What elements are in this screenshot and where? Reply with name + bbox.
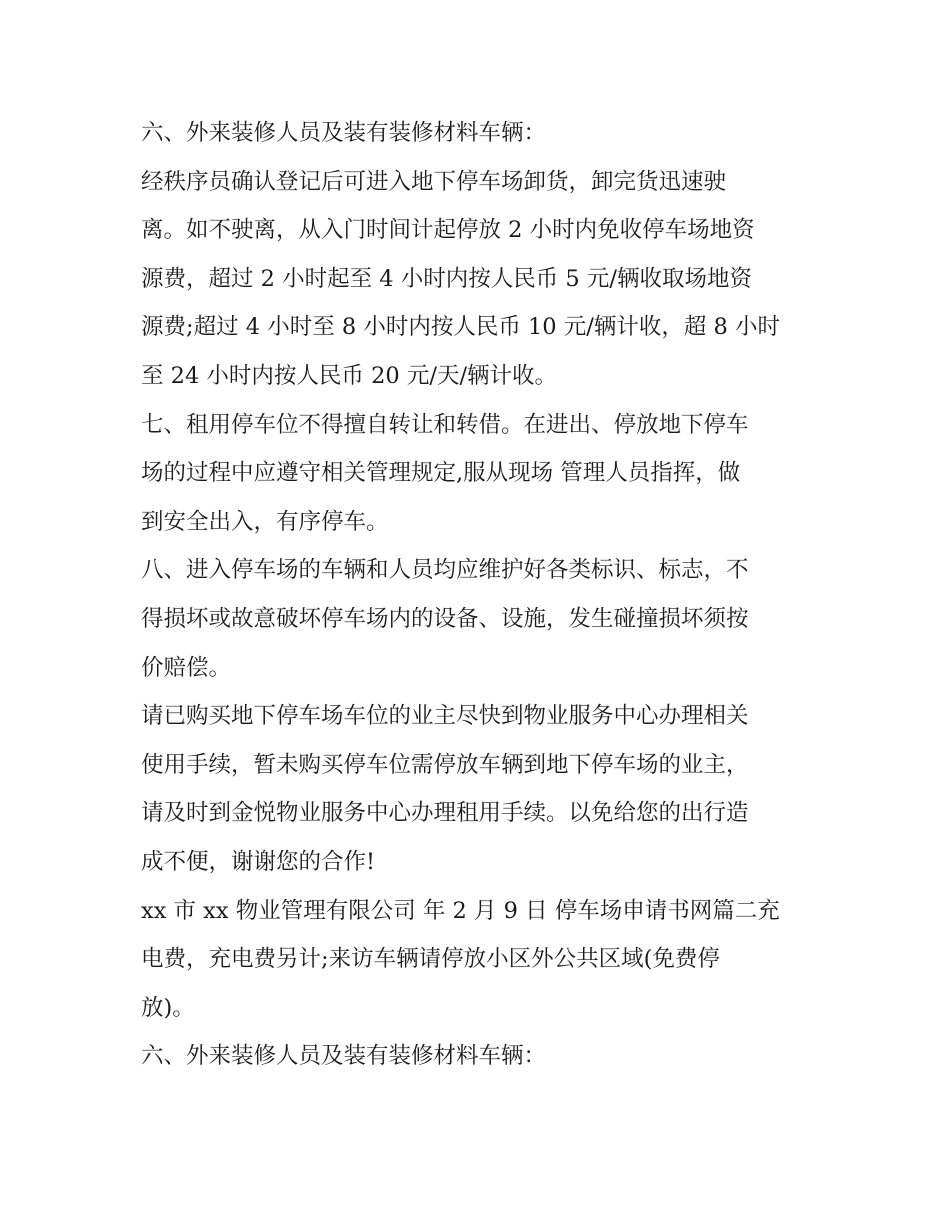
text-line: 到安全出入，有序停车。	[141, 508, 389, 535]
text-line: 请已购买地下停车场车位的业主尽快到物业服务中心办理相关	[141, 703, 749, 730]
text-line: 价赔偿。	[141, 654, 232, 681]
paragraph-owner-notice	[141, 692, 831, 886]
document-body	[141, 109, 831, 1081]
text-line: 请及时到金悦物业服务中心办理租用手续。以免给您的出行造	[141, 800, 749, 827]
paragraph-section-6-heading	[141, 109, 831, 158]
text-line: 至 24 小时内按人民币 20 元/天/辆计收。	[141, 362, 558, 389]
paragraph-unloading-fees	[141, 158, 831, 401]
text-line: 源费，超过 2 小时起至 4 小时内按人民币 5 元/辆收取场地资	[141, 265, 752, 292]
text-line: 放)。	[141, 994, 195, 1021]
paragraph-section-8	[141, 546, 831, 692]
text-line: 成不便，谢谢您的合作!	[141, 848, 376, 875]
text-line: 离。如不驶离，从入门时间计起停放 2 小时内免收停车场地资	[141, 217, 755, 244]
paragraph-section-7	[141, 401, 831, 547]
paragraph-section-6-heading-repeat	[141, 1032, 831, 1081]
text-line: xx 市 xx 物业管理有限公司 年 2 月 9 日 停车场申请书网篇二充	[141, 897, 780, 924]
text-line: 八、进入停车场的车辆和人员均应维护好各类标识、标志，不	[141, 557, 749, 584]
paragraph-signature-and-part-two	[141, 887, 831, 1033]
text-line: 源费;超过 4 小时至 8 小时内按人民币 10 元/辆计收，超 8 小时	[141, 314, 780, 341]
text-line: 场的过程中应遵守相关管理规定,服从现场 管理人员指挥，做	[141, 460, 741, 487]
text-line: 六、外来装修人员及装有装修材料车辆：	[141, 120, 547, 146]
text-line: 使用手续，暂未购买停车位需停放车辆到地下停车场的业主，	[141, 751, 749, 778]
text-line: 六、外来装修人员及装有装修材料车辆：	[141, 1043, 547, 1070]
text-line: 电费，充电费另计;来访车辆请停放小区外公共区域(免费停	[141, 946, 720, 973]
text-line: 经秩序员确认登记后可进入地下停车场卸货，卸完货迅速驶	[141, 168, 727, 195]
text-line: 七、租用停车位不得擅自转让和转借。在进出、停放地下停车	[141, 411, 749, 438]
text-line: 得损坏或故意破坏停车场内的设备、设施，发生碰撞损坏须按	[141, 605, 749, 632]
